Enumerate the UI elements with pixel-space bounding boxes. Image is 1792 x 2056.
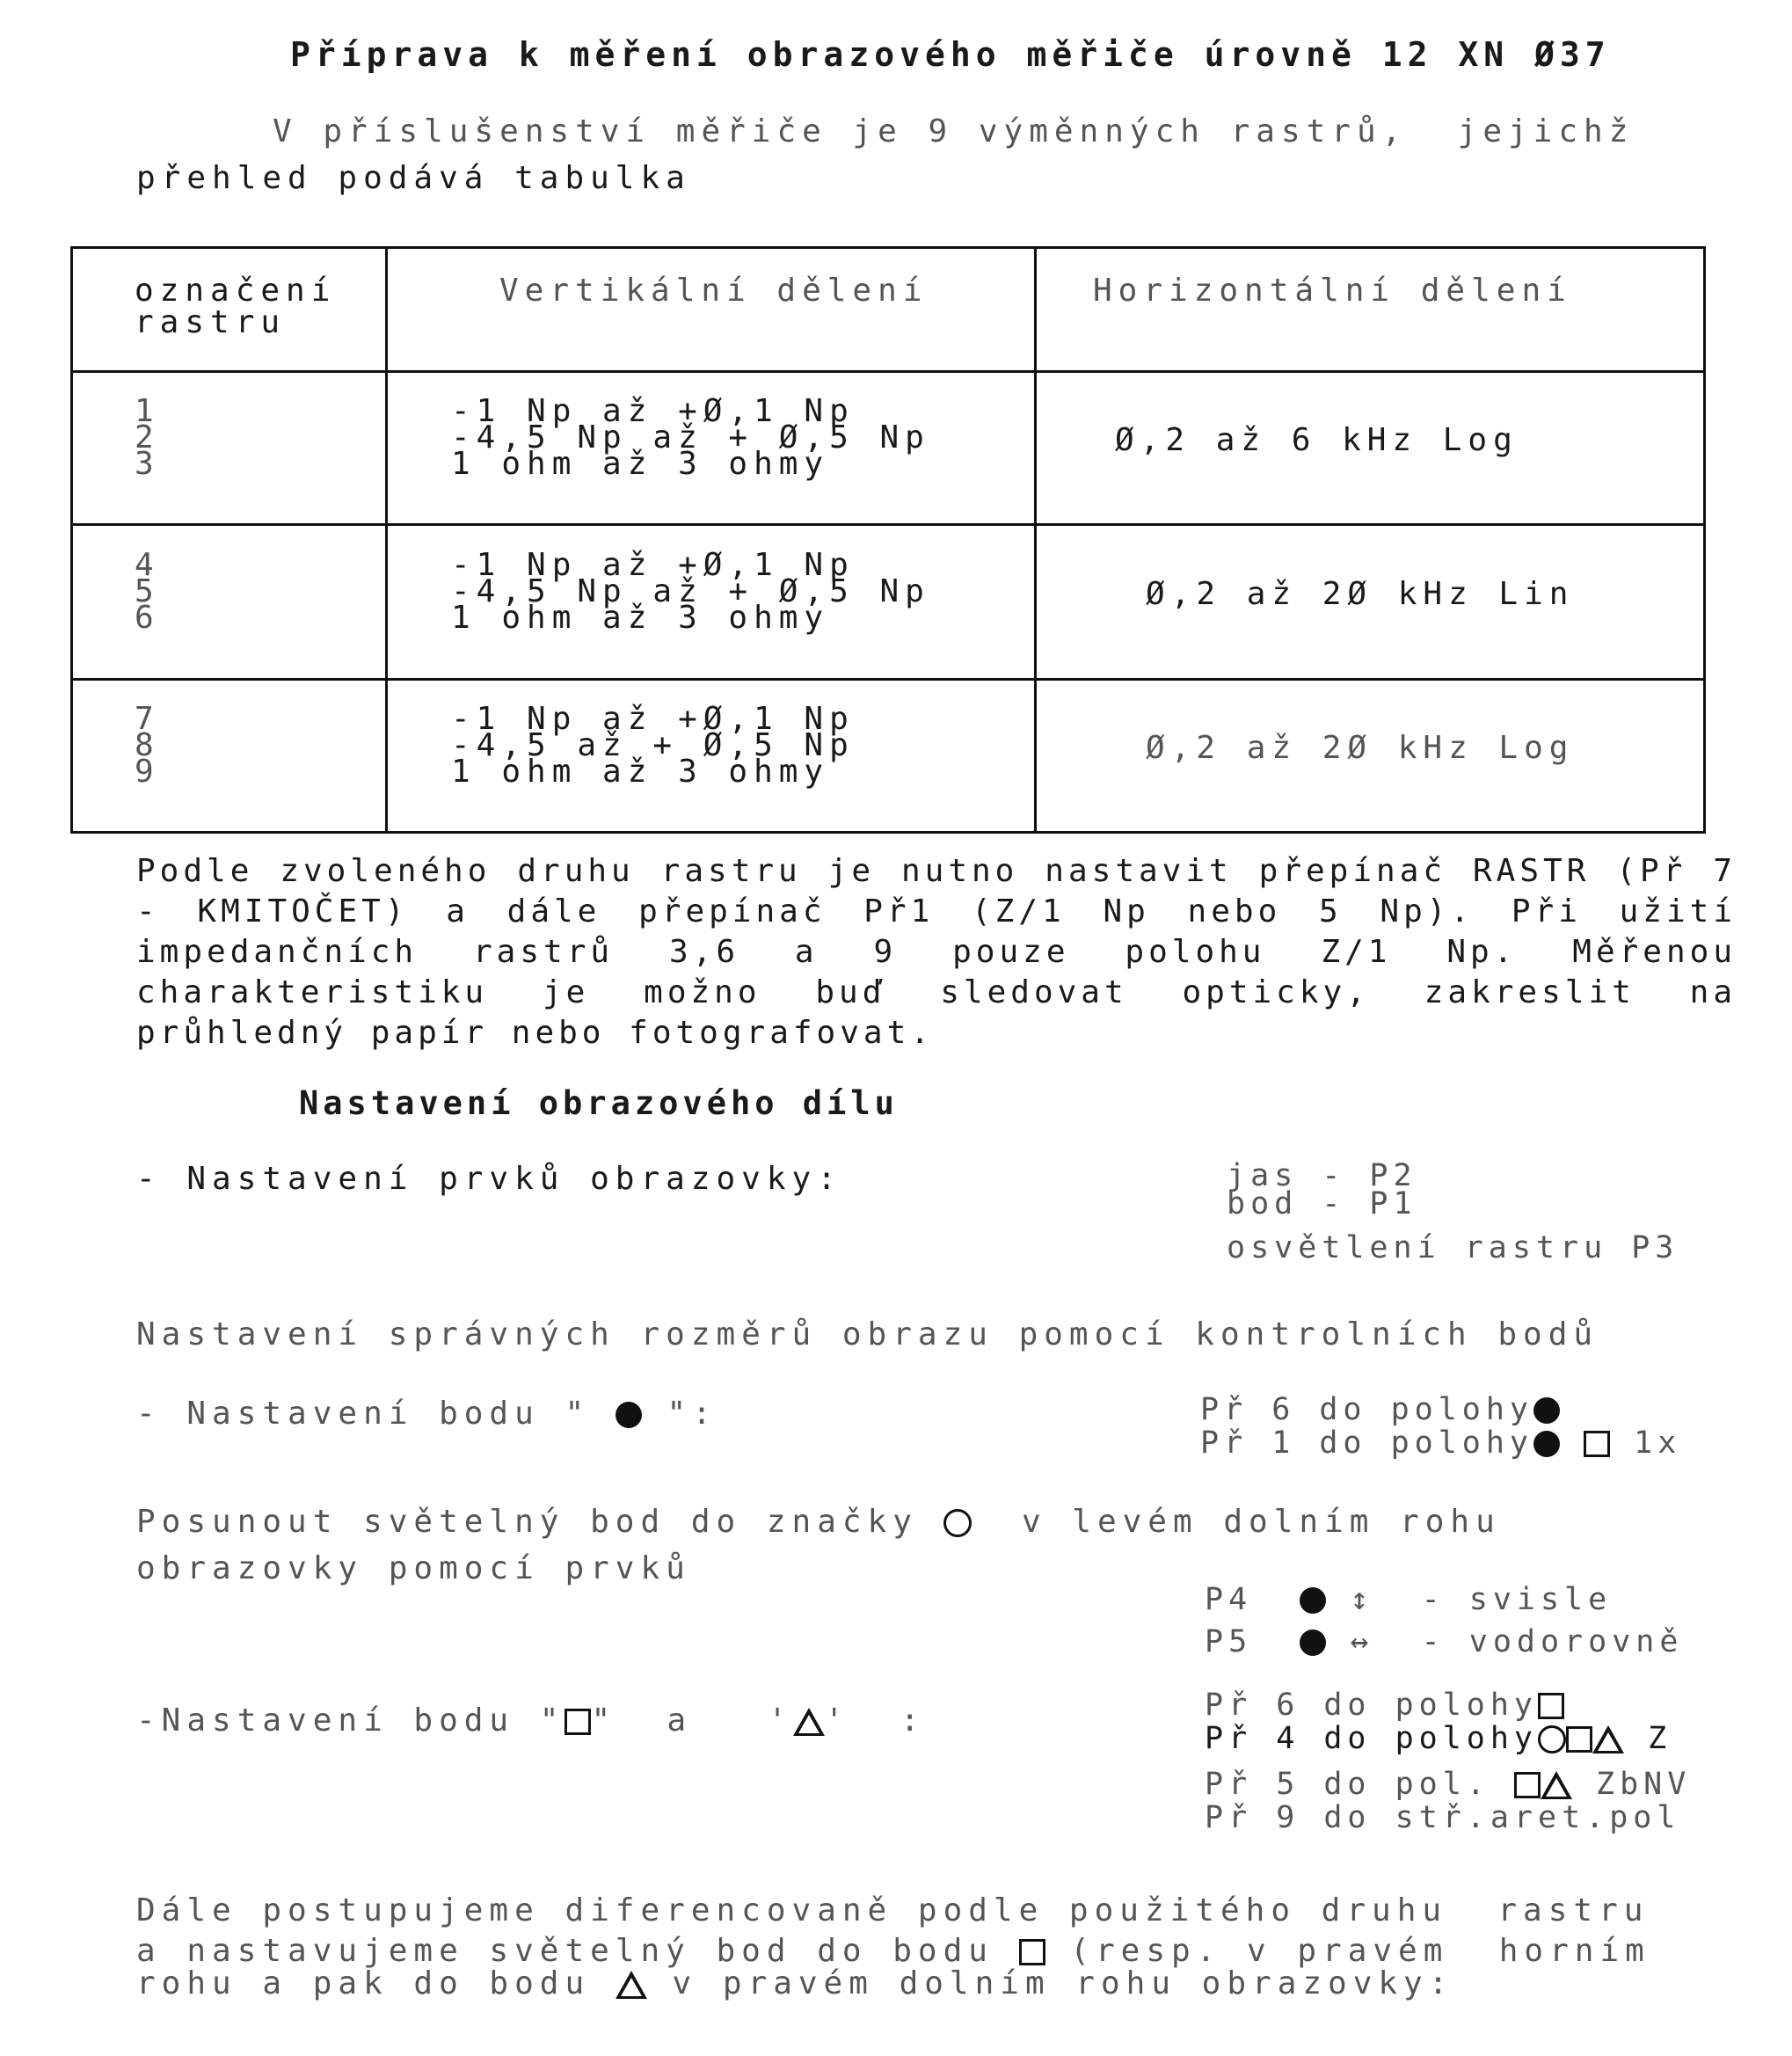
table-row-ids: 7 8 9 [135, 701, 160, 790]
sq-tri-line-2 [1205, 1722, 1672, 1755]
square-icon [1584, 1431, 1610, 1457]
square-icon [1019, 1939, 1045, 1965]
table-header-vertical: Vertikální dělení [499, 273, 929, 309]
dot-setup-line-1 [1200, 1393, 1560, 1426]
horizontal-arrow-icon: ↔ [1350, 1624, 1374, 1659]
move-text-line-1 [136, 1504, 1501, 1540]
dot-setup-label-post: ": [667, 1396, 718, 1432]
sq-tri-line-3-suffix: ZbNV [1596, 1767, 1692, 1802]
sq-tri-setup-label-pre: -Nastavení bodu [136, 1702, 515, 1739]
square-icon [565, 1709, 591, 1735]
sq-tri-line-3-text: Př 5 do pol. [1205, 1767, 1490, 1802]
vertical-arrow-icon: ↕ [1350, 1582, 1374, 1617]
filled-dot-icon [616, 1402, 642, 1428]
sq-tri-line-4: Př 9 do stř.aret.pol [1205, 1800, 1681, 1835]
table-row-ids: 1 2 3 [135, 393, 160, 482]
final-line-3-post: v pravém dolním rohu obrazovky: [672, 1965, 1454, 2001]
table-header-id: označení rastru [135, 273, 337, 340]
table-row-vertical: -1 Np až +Ø,1 Np -4,5 až + Ø,5 Np 1 ohm až 3 ohmy [451, 701, 855, 790]
table-divider [73, 678, 1703, 681]
sq-tri-line-3 [1205, 1768, 1691, 1801]
dot-setup-line-2-text: Př 1 do polohy [1200, 1425, 1534, 1461]
table-row-vertical: -1 Np až +Ø,1 Np -4,5 Np až + Ø,5 Np 1 ohm až 3 ohmy [451, 547, 930, 636]
dot-setup-line-1-text: Př 6 do polohy [1200, 1392, 1534, 1427]
sq-tri-line-1-text: Př 6 do polohy [1205, 1688, 1539, 1723]
triangle-icon [793, 1708, 825, 1736]
control-p4-label: P4 [1205, 1582, 1253, 1617]
move-text-line-1-post: v levém dolním rohu [1021, 1504, 1501, 1540]
intro-line-2: přehled podává tabulka [136, 160, 691, 196]
table-header-horizontal: Horizontální dělení [1093, 273, 1572, 309]
table-row-ids: 4 5 6 [135, 547, 160, 636]
screen-setup-item: osvětlení rastru P3 [1227, 1230, 1679, 1265]
circle-mark-icon [943, 1509, 972, 1537]
dot-setup-line-2 [1200, 1426, 1681, 1460]
dot-setup-line-2-suffix: 1x [1634, 1425, 1682, 1461]
screen-setup-label: - Nastavení prvků obrazovky: [136, 1161, 842, 1197]
move-text-line-2: obrazovky pomocí prvků [136, 1550, 691, 1586]
control-p4-desc: - svisle [1421, 1582, 1613, 1617]
control-p4 [1205, 1583, 1612, 1616]
filled-dot-icon [1533, 1431, 1560, 1457]
dimensions-heading: Nastavení správných rozměrů obrazu pomocí kontrolních bodů [136, 1316, 1599, 1352]
filled-dot-icon [1533, 1397, 1560, 1424]
dot-setup-label-pre: - Nastavení bodu " [136, 1396, 591, 1432]
table-divider [1034, 249, 1037, 831]
control-p5-desc: - vodorovně [1421, 1624, 1684, 1659]
square-icon [1566, 1726, 1592, 1753]
control-p5 [1205, 1625, 1683, 1659]
table-divider [385, 249, 388, 831]
sq-tri-line-1 [1205, 1688, 1564, 1722]
raster-table [70, 246, 1706, 834]
sq-tri-setup-label-mid: a [667, 1702, 693, 1739]
final-line-2-post: (resp. v pravém horním [1070, 1933, 1650, 1969]
table-row-horizontal: Ø,2 až 2Ø kHz Log [1146, 730, 1575, 766]
final-line-1: Dále postupujeme diferencovaně podle použitého druhu rastru [136, 1892, 1650, 1928]
filled-dot-icon [1300, 1587, 1326, 1614]
move-text-line-1-pre: Posunout světelný bod do značky [136, 1504, 918, 1540]
page-title: Příprava k měření obrazového měřiče úrovně 12 XN Ø37 [290, 35, 1611, 74]
square-icon [1538, 1693, 1564, 1719]
control-p5-label: P5 [1205, 1624, 1253, 1659]
triangle-icon [616, 1971, 647, 1999]
screen-setup-item: bod - P1 [1227, 1186, 1417, 1221]
final-line-3 [136, 1965, 1453, 2001]
screen-setup-item: jas - P2 [1227, 1158, 1417, 1193]
final-line-2-pre: a nastavujeme světelný bod do bodu [136, 1933, 994, 1969]
intro-line-1: V příslušenství měřiče je 9 výměnných rastrů, jejichž [273, 113, 1635, 149]
table-row-horizontal: Ø,2 až 6 kHz Log [1115, 422, 1519, 458]
final-line-2 [136, 1933, 1650, 1969]
paragraph-raster-setup: Podle zvoleného druhu rastru je nutno nastavit přepínač RASTR (Př 7 - KMITOČET) a dále přepínač Př1 (Z/1 Np nebo 5 Np). Při užití impedančních rastrů 3,6 a 9 pouze polohu Z/1 Np. Měřenou charakteristiku je možno buď sledovat opticky, zakreslit na průhledný papír nebo fotografovat. [136, 853, 1737, 1051]
table-row-vertical: -1 Np až +Ø,1 Np -4,5 Np až + Ø,5 Np 1 ohm až 3 ohmy [451, 393, 930, 482]
table-row-horizontal: Ø,2 až 2Ø kHz Lin [1146, 576, 1575, 612]
table-divider [73, 523, 1703, 526]
dot-setup-label [136, 1396, 718, 1432]
sq-tri-line-2-text: Př 4 do polohy [1205, 1721, 1539, 1756]
table-divider [73, 370, 1703, 373]
sq-tri-setup-label: -Nastavení bodu " " a ' ' : [136, 1702, 926, 1739]
square-icon [1514, 1772, 1541, 1798]
circle-mark-icon [1538, 1725, 1566, 1753]
triangle-icon [1541, 1771, 1572, 1799]
triangle-icon [1592, 1725, 1624, 1753]
filled-dot-icon [1300, 1629, 1326, 1656]
final-line-3-pre: rohu a pak do bodu [136, 1965, 591, 2001]
section-title: Nastavení obrazového dílu [299, 1084, 899, 1122]
sq-tri-line-2-suffix: Z [1648, 1721, 1672, 1756]
